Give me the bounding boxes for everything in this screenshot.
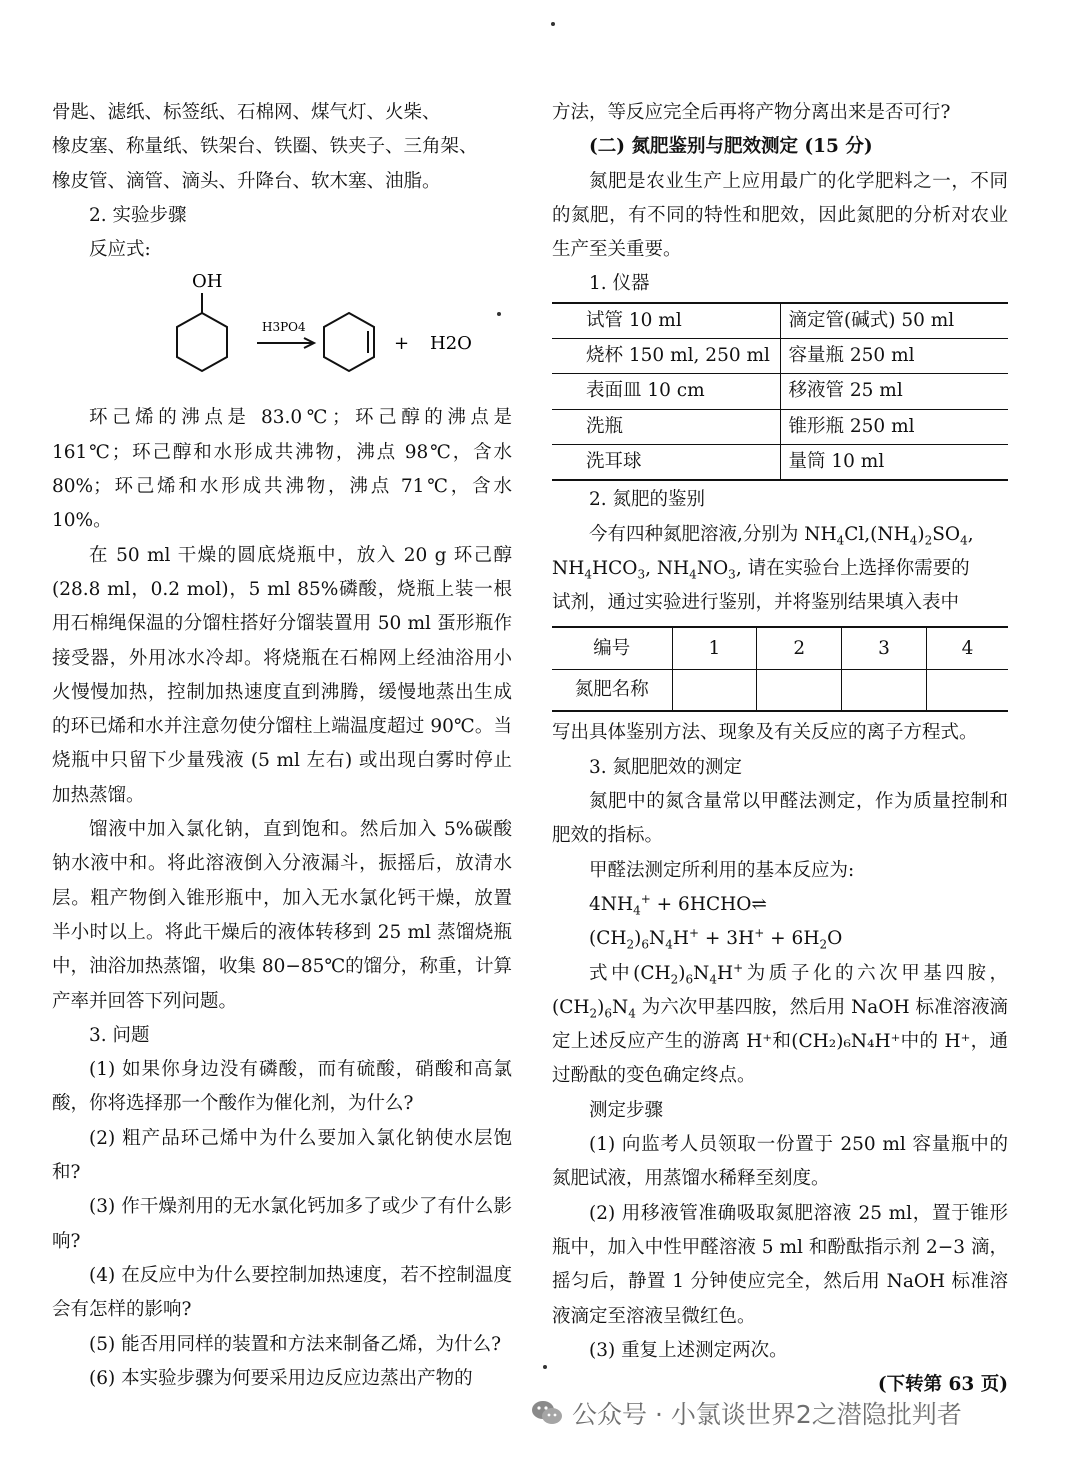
step-3: (3) 重复上述测定两次。 [589,1339,788,1361]
procedure-paragraph: 在 50 ml 干燥的圆底烧瓶中，放入 20 g 环己醇 (28.8 ml，0.2 mol)，5 ml 85%磷酸，烧瓶上装一根用石棉绳保温的分馏柱搭好分馏装置用 50 ml 蛋形瓶作接受器，外用冰水冷却。将烧瓶在石棉网上经油浴用小火慢慢加热，控制加热速度直到沸腾，缓慢地蒸出生成的环已烯和水并注意勿使分馏柱上端温度超过 90℃。当烧瓶中只留下少量残液 (5 ml 左右) 或出现白雾时停止加热蒸馏。 [52,544,512,806]
fertilizer-list-cont: $NH_4HCO_3$, $NH_4NO_3$, 请在实验台上选择你需要的 [552,557,970,582]
intro-paragraph: 氮肥是农业生产上应用最广的化学肥料之一，不同的氮肥，有不同的特性和肥效，因此氮肥的分析对农业生产至关重要。 [552,170,1008,261]
equation-explanation-suffix: 为六次甲基四胺，然后用 NaOH 标准溶液滴定上述反应产生的游离 H⁺和(CH₂)₆N₄H⁺中的 H⁺，通过酚酞的变色确定终点。 [552,996,1009,1087]
oh-label: OH [192,271,223,293]
instrument-cell: 烧杯 150 ml, 250 ml [552,339,780,374]
continuation-text: 方法，等反应完全后再将产物分离出来是否可行? [552,102,951,123]
fertilizer-list: 今有四种氮肥溶液,分别为 $NH_4Cl,(NH_4)_2SO_4$, [589,523,974,548]
apparatus-line-1: 骨匙、滤纸、标签纸、石棉网、煤气灯、火柴、 [52,102,441,123]
scan-speck [497,312,501,316]
apparatus-line-3: 橡皮管、滴管、滴头、升降台、软木塞、油脂。 [52,170,441,192]
answer-cell[interactable] [842,669,927,711]
identification-table [552,626,1008,712]
table-row [552,409,1008,444]
step-1: (1) 向监考人员领取一份置于 250 ml 容量瓶中的氮肥试液，用蒸馏水稀释至刻度。 [552,1134,1008,1190]
answer-cell[interactable] [757,669,842,711]
scan-speck [551,22,555,26]
reaction-label: 反应式: [89,239,151,261]
left-column [52,96,512,1396]
workup-paragraph: 馏液中加入氯化钠，直到饱和。然后加入 5%碳酸钠水液中和。将此溶液倒入分液漏斗，振摇后，放清水层。粗产物倒入锥形瓶中，加入无水氯化钙干燥，放置半小时以上。将此干燥后的液体转移到 25 ml 蒸馏烧瓶中，油浴加热蒸馏，收集 80−85℃的馏分，称重，计算产率并回答下列问题。 [52,819,512,1012]
reaction-diagram [172,271,532,399]
number-cell: 3 [842,627,927,669]
identification-after: 写出具体鉴别方法、现象及有关反应的离子方程式。 [552,722,978,744]
name-label: 氮肥名称 [552,669,672,711]
table-row [552,444,1008,480]
instrument-cell: 滴定管(碱式) 50 ml [780,303,1008,339]
table-row [552,627,1008,669]
apparatus-line-2: 橡皮塞、称量纸、铁架台、铁圈、铁夹子、三角架、 [52,136,478,158]
answer-cell[interactable] [672,669,757,711]
number-label: 编号 [552,627,672,669]
identification-heading: 2. 氮肥的鉴别 [589,489,706,511]
continued-reference: (下转第 63 页) [877,1374,1008,1396]
watermark-text: 公众号 · 小氯谈世界2之潜隐批判者 [572,1400,962,1429]
table-row [552,303,1008,339]
question-2: (2) 粗产品环己烯中为什么要加入氯化钠使水层饱和? [52,1127,512,1184]
reaction-scheme [52,267,512,401]
measure-intro: 氮肥中的氮含量常以甲醛法测定，作为质量控制和肥效的指标。 [552,791,1008,847]
right-column [552,96,1008,1402]
question-5: (5) 能否用同样的装置和方法来制备乙烯，为什么? [89,1333,502,1355]
instruments-heading: 1. 仪器 [589,273,650,295]
equation-line-1: $4NH_4^+$ + 6HCHO⇌ [589,891,767,918]
table-row [552,374,1008,409]
instrument-cell: 洗耳球 [552,444,780,480]
steps-heading: 2. 实验步骤 [89,204,187,226]
identification-instruction: 试剂，通过实验进行鉴别，并将鉴别结果填入表中 [552,592,960,614]
number-cell: 2 [757,627,842,669]
basic-reaction-label: 甲醛法测定所利用的基本反应为: [589,859,855,881]
wechat-icon [530,1396,564,1430]
scan-speck [543,1365,547,1369]
step-2: (2) 用移液管准确吸取氮肥溶液 25 ml，置于锥形瓶中，加入中性甲醛溶液 5 ml 和酚酞指示剂 2−3 滴，摇匀后，静置 1 分钟使应完全，然后用 NaOH 标准溶液滴定至溶液呈微红色。 [552,1202,1008,1327]
instrument-cell: 洗瓶 [552,409,780,444]
instrument-cell: 表面皿 10 cm [552,374,780,409]
measure-heading: 3. 氮肥肥效的测定 [589,756,743,778]
steps-label: 测定步骤 [589,1099,664,1121]
catalyst-label: H3PO4 [262,320,306,335]
question-1: (1) 如果你身边没有磷酸，而有硫酸，硝酸和高氯酸，你将选择那一个酸作为催化剂，为什么? [52,1059,512,1115]
fertilizer-list-prefix: 今有四种氮肥溶液,分别为 NH [589,523,837,545]
table-row [552,339,1008,374]
boiling-point-paragraph: 环己烯的沸点是 83.0℃；环己醇的沸点是 161℃；环己醇和水形成共沸物，沸点 98℃，含水 80%；环己烯和水形成共沸物，沸点 71℃，含水 10%。 [52,407,512,532]
plus-sign: + [394,333,410,355]
section-title: (二) 氮肥鉴别与肥效测定 (15 分) [589,136,873,158]
question-3: (3) 作干燥剂用的无水氯化钙加多了或少了有什么影响? [52,1196,512,1252]
instruments-table [552,302,1008,481]
table-row [552,669,1008,711]
question-4: (4) 在反应中为什么要控制加热速度，若不控制温度会有怎样的影响? [52,1264,512,1321]
questions-heading: 3. 问题 [89,1024,150,1046]
question-6: (6) 本实验步骤为何要采用边反应边蒸出产物的 [89,1367,473,1389]
watermark [530,1388,1060,1438]
equation-explanation: 式中$(CH_2)_6N_4H^+$为质子化的六次甲基四胺，$(CH_2)_6N_4$ 为六次甲基四胺，然后用 NaOH 标准溶液滴定上述反应产生的游离 H⁺和(CH₂)₆N₄H⁺中的 H⁺，通过酚酞的变色确定终点。 [552,960,1009,1087]
instrument-cell: 容量瓶 250 ml [780,339,1008,374]
instrument-cell: 移液管 25 ml [780,374,1008,409]
answer-cell[interactable] [926,669,1008,711]
instrument-cell: 量筒 10 ml [780,444,1008,480]
instrument-cell: 锥形瓶 250 ml [780,409,1008,444]
water-formula: H2O [430,333,472,355]
number-cell: 1 [672,627,757,669]
instrument-cell: 试管 10 ml [552,303,780,339]
number-cell: 4 [926,627,1008,669]
equation-line-2: $(CH_2)_6N_4H^+ + 3H^+ + 6H_2O$ [589,926,843,952]
